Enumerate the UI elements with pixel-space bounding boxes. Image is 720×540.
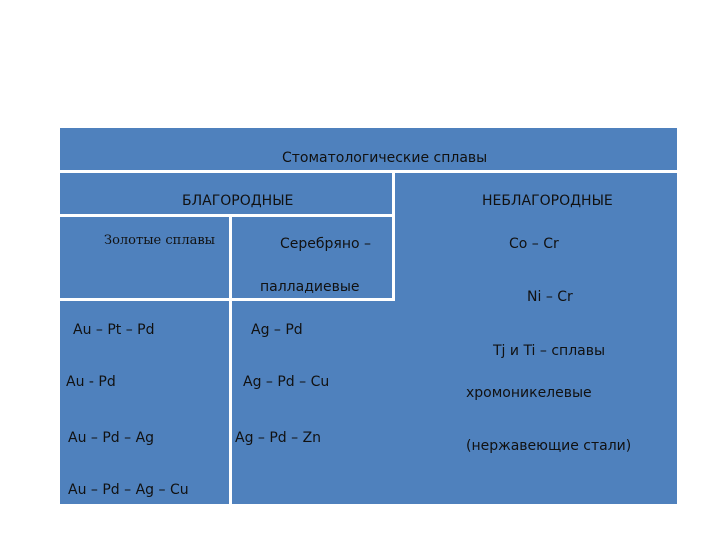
silver-item: Ag – Pd – Zn: [235, 430, 322, 446]
divider-under-root: [60, 170, 677, 173]
silver-group-label-line1: Серебряно –: [280, 236, 371, 252]
divider-under-headings: [60, 214, 393, 217]
gold-item: Au – Pd – Ag: [68, 430, 155, 446]
silver-item: Ag – Pd: [251, 322, 303, 338]
base-item: (нержавеющие стали): [466, 438, 632, 454]
divider-noble-base: [392, 173, 395, 301]
divider-gold-silver: [229, 217, 232, 301]
base-heading: НЕБЛАГОРОДНЫЕ: [482, 193, 613, 209]
base-item: Co – Cr: [509, 236, 559, 252]
gold-item: Au – Pt – Pd: [73, 322, 155, 338]
base-item: Tj и Ti – сплавы: [493, 343, 606, 359]
root-title: Стоматологические сплавы: [282, 150, 488, 166]
divider-gold-items: [229, 301, 232, 504]
base-item: хромоникелевые: [466, 385, 592, 401]
silver-item: Ag – Pd – Cu: [243, 374, 330, 390]
noble-heading: БЛАГОРОДНЫЕ: [182, 193, 294, 209]
divider-under-groups: [60, 298, 395, 301]
base-item: Ni – Cr: [527, 289, 573, 305]
silver-group-label-line2: палладиевые: [260, 279, 360, 295]
gold-item: Au - Pd: [66, 374, 116, 390]
gold-group-label: Золотые сплавы: [104, 233, 215, 248]
gold-item: Au – Pd – Ag – Cu: [68, 482, 189, 498]
